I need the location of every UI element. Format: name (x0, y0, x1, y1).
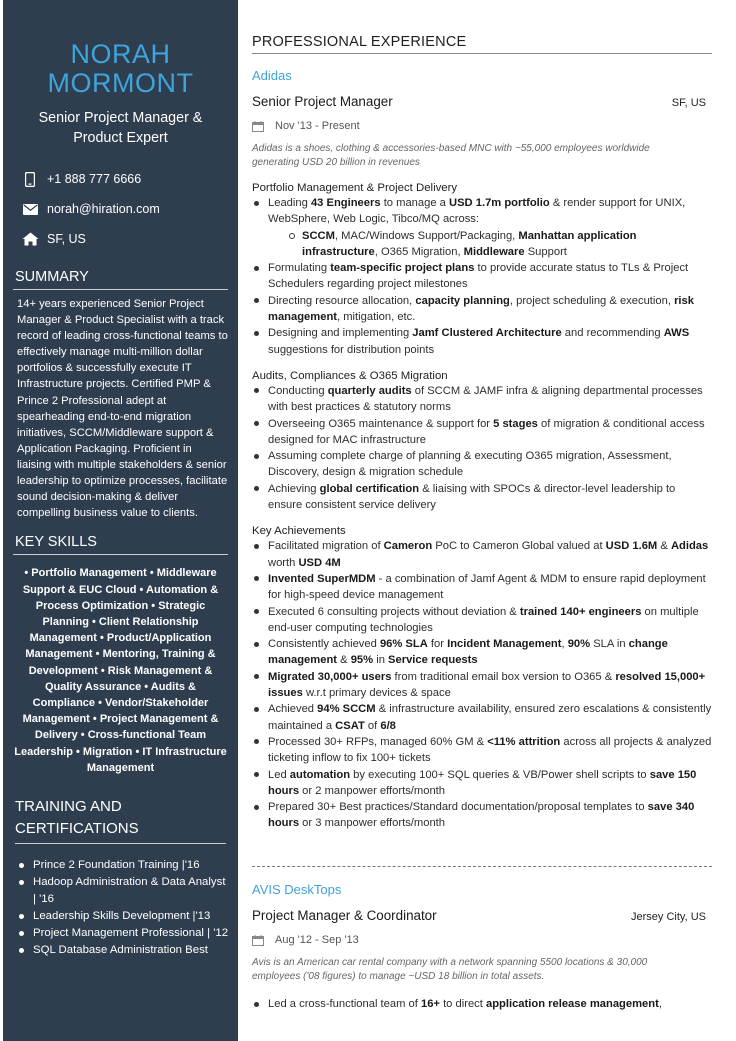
group-heading: Portfolio Management & Project Delivery (252, 182, 458, 194)
sub-bullet-list (268, 228, 712, 261)
skill-item: Strategic Planning (42, 599, 206, 628)
phone-number[interactable]: +1 888 777 6666 (47, 172, 142, 186)
candidate-title: Senior Project Manager & Product Expert (38, 110, 203, 146)
training-item: Prince 2 Foundation Training |'16 (17, 857, 230, 874)
job2-date: Aug '12 - Sep '13 (275, 934, 359, 946)
skills-heading: KEY SKILLS (13, 533, 228, 555)
name-first: NORAH (70, 39, 171, 69)
job2-date-row (252, 934, 359, 946)
contact-list (3, 164, 238, 254)
training-item: Leadership Skills Development |'13 (17, 908, 230, 925)
skill-item: Automation & Process Optimization (35, 583, 219, 612)
sidebar (3, 0, 238, 1041)
skill-item: Vendor/Stakeholder Management (22, 696, 209, 726)
training-heading (13, 796, 228, 847)
job1-details (252, 182, 712, 832)
bullet-item: Led automation by executing 100+ SQL queries & VB/Power shell scripts to save 150 hours or 2 manpower efforts/month (252, 767, 712, 800)
job1-date: Nov '13 - Present (275, 120, 360, 132)
bullet-item: Prepared 30+ Best practices/Standard documentation/proposal templates to save 340 hours or 3 manpower efforts/month (252, 799, 712, 832)
summary-heading: SUMMARY (13, 268, 228, 290)
calendar-icon (252, 121, 264, 132)
bullet-item: Processed 30+ RFPs, managed 60% GM & <11% attrition across all projects & analyzed ticketing inflow to fix 100+ tickets (252, 734, 712, 767)
contact-location (3, 224, 238, 254)
job1-role-row (252, 94, 706, 109)
bullet-list (252, 996, 712, 1012)
name-last: MORMONT (47, 68, 194, 98)
bullet-item: Conducting quarterly audits of SCCM & JAMF infra & aligning departmental processes with best practices & statutory norms (252, 383, 712, 416)
training-item: Project Management Professional | '12 (17, 925, 230, 942)
skill-item: IT Infrastructure Management (86, 745, 227, 774)
bullet-list (252, 195, 712, 358)
job2-description: Avis is an American car rental company with a network spanning 5500 locations & 30,000 employees ('08 figures) to manage ~USD 18 billion in total assets. (252, 957, 648, 982)
bullet-item: Migrated 30,000+ users from traditional email box version to O365 & resolved 15,000+ issues w.r.t primary devices & space (252, 669, 712, 702)
bullet-item: Directing resource allocation, capacity planning, project scheduling & execution, risk management, mitigation, etc. (252, 293, 712, 326)
sub-bullet-item: SCCM, MAC/Windows Support/Packaging, Manhattan application infrastructure, O365 Migration, Middleware Support (286, 228, 712, 261)
skill-item: Cross-functional Team Leadership (14, 729, 207, 758)
contact-email (3, 194, 238, 224)
phone-icon (19, 171, 41, 187)
bullet-item: Designing and implementing Jamf Clustered Architecture and recommending AWS suggestions for distribution points (252, 325, 712, 358)
bullet-item: Facilitated migration of Cameron PoC to Cameron Global valued at USD 1.6M & Adidas worth USD 4M (252, 538, 712, 571)
job1-description: Adidas is a shoes, clothing & accessories-based MNC with ~55,000 employees worldwide generating USD 20 billion in revenues (252, 143, 650, 168)
group-heading: Audits, Compliances & O365 Migration (252, 369, 448, 382)
summary-text: 14+ years experienced Senior Project Manager & Product Specialist with a track record of leading cross-functional teams to effectively manage multi-million dollar portfolios & successfully execute IT Infrastructure projects. Certified PMP & Prince 2 Professional adept at spearheading end-to-end migration initiatives, SCCM/Middleware support & Application Packaging. Proficient in liaising with multiple stakeholders & senior leadership to optimize processes, facilitate sound decision-making & deliver compelling business value to clients. (17, 298, 228, 520)
group-heading: Key Achievements (252, 525, 346, 538)
candidate-name (3, 0, 238, 98)
bullet-item: Formulating team-specific project plans to provide accurate status to TLs & Project Schedulers regarding project milestones (252, 260, 712, 293)
skill-item: Client Relationship Management (29, 615, 199, 645)
training-item: SQL Database Administration Best (17, 942, 230, 959)
company-avis: AVIS DeskTops (252, 882, 342, 897)
training-heading-line2: CERTIFICATIONS (15, 818, 226, 844)
bullet-item: Assuming complete charge of planning & executing O365 migration, Assessment, Discovery, design & migration schedule (252, 448, 712, 481)
bullet-list (252, 383, 712, 513)
job1-location: SF, US (671, 97, 706, 109)
training-heading-line1: TRAINING AND (15, 797, 122, 815)
company-adidas: Adidas (252, 68, 292, 83)
skill-item: Product/Application Management (25, 632, 212, 661)
section-divider (252, 866, 712, 867)
training-item: Hadoop Administration & Data Analyst | '16 (17, 874, 230, 908)
bullet-item: Achieving global certification & liaising with SPOCs & director-level leadership to ensure consistent service delivery (252, 481, 712, 514)
email-address[interactable]: norah@hiration.com (47, 202, 160, 216)
calendar-icon (252, 935, 264, 946)
skill-item: Audits & Compliance (32, 680, 196, 709)
home-icon (19, 231, 41, 247)
experience-heading: PROFESSIONAL EXPERIENCE (252, 34, 712, 54)
skill-item: Middleware Support & EUC Cloud (22, 567, 217, 596)
bullet-item: Consistently achieved 96% SLA for Incident Management, 90% SLA in change management & 95% in Service requests (252, 636, 712, 669)
job1-role: Senior Project Manager (252, 94, 393, 109)
bullet-list (252, 538, 712, 831)
job2-role-row (252, 908, 706, 923)
training-list (3, 847, 238, 959)
job1-date-row (252, 120, 360, 132)
job2-role: Project Manager & Coordinator (252, 908, 437, 923)
skills-list: • Portfolio Management • Middleware Support & EUC Cloud • Automation & Process Optimization • Strategic Planning • Client Relationship Management • Product/Application Management • Mentoring, Training & Development • Risk Management & Quality Assurance • Audits & Compliance • Vendor/Stakeholder Management • Project Management & Delivery • Cross-functional Team Leadership • Migration • IT Infrastructure Management (14, 567, 227, 774)
location-text: SF, US (47, 232, 86, 246)
skill-item: Mentoring, Training & Development (28, 648, 216, 677)
bullet-item: Executed 6 consulting projects without deviation & trained 140+ engineers on multiple end-user computing technologies (252, 604, 712, 637)
contact-phone (3, 164, 238, 194)
bullet-item: Achieved 94% SCCM & infrastructure availability, ensured zero escalations & consistently maintained a CSAT of 6/8 (252, 701, 712, 734)
job2-location: Jersey City, US (631, 911, 706, 923)
skill-item: Project Management & Delivery (34, 713, 219, 742)
bullet-item: Invented SuperMDM - a combination of Jamf Agent & MDM to ensure rapid deployment for high-speed device management (252, 571, 712, 604)
skill-item: Migration (82, 745, 133, 758)
bullet-item: Overseeing O365 maintenance & support for 5 stages of migration & conditional access designed for MAC infrastructure (252, 416, 712, 449)
skill-item: Portfolio Management (31, 567, 147, 580)
bullet-item: Leading 43 Engineers to manage a USD 1.7m portfolio & render support for UNIX, WebSphere, Web Logic, Tibco/MQ across: SCCM, MAC/Windows Support/Packaging, Manhattan application infrastructure, O365 Migration, Middleware Support (252, 195, 712, 260)
skill-item: Risk Management & Quality Assurance (45, 664, 213, 693)
bullet-item: Led a cross-functional team of 16+ to direct application release management, (252, 996, 712, 1012)
envelope-icon (19, 201, 41, 217)
